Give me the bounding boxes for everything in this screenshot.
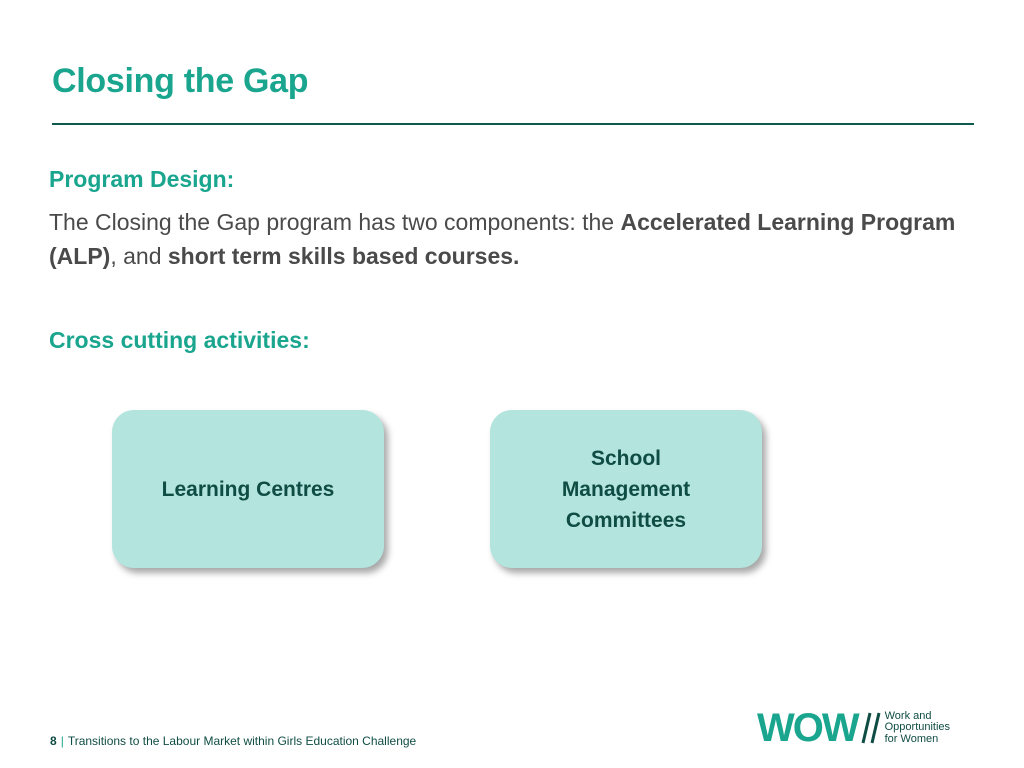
- school-management-committees-card: [490, 410, 762, 568]
- school-management-committees-label: [562, 443, 690, 536]
- footer-text: Transitions to the Labour Market within Girls Education Challenge: [67, 734, 417, 748]
- slide-footer: [50, 734, 416, 748]
- logo-tagline-line-2: Opportunities: [884, 721, 951, 734]
- logo-tagline-line-1: Work and: [884, 709, 932, 722]
- logo-tagline: [885, 711, 950, 746]
- page-number: 8: [50, 734, 57, 748]
- wow-logo: [757, 708, 950, 748]
- alp-emphasis: Accelerated Learning Program (ALP): [49, 209, 956, 269]
- slide-title: Closing the Gap: [52, 62, 309, 100]
- cross-cutting-heading: Cross cutting activities:: [49, 327, 310, 353]
- smc-label-line-1: School: [590, 446, 661, 470]
- program-design-text: [49, 205, 979, 273]
- smc-label-line-3: Committees: [565, 508, 687, 532]
- learning-centres-card: [112, 410, 384, 568]
- program-design-heading: Program Design:: [49, 166, 235, 192]
- footer-separator: |: [60, 734, 64, 748]
- skills-courses-emphasis: short term skills based courses.: [167, 243, 520, 269]
- title-divider: [52, 123, 974, 125]
- program-text-part-2: , and: [110, 243, 168, 269]
- learning-centres-label: Learning Centres: [161, 477, 335, 501]
- logo-tagline-line-3: for Women: [884, 732, 939, 745]
- program-text-part-1: The Closing the Gap program has two components: the: [49, 209, 621, 235]
- logo-wordmark: WOW: [757, 706, 858, 750]
- smc-label-line-2: Management: [561, 477, 691, 501]
- double-slash-icon: [861, 711, 883, 745]
